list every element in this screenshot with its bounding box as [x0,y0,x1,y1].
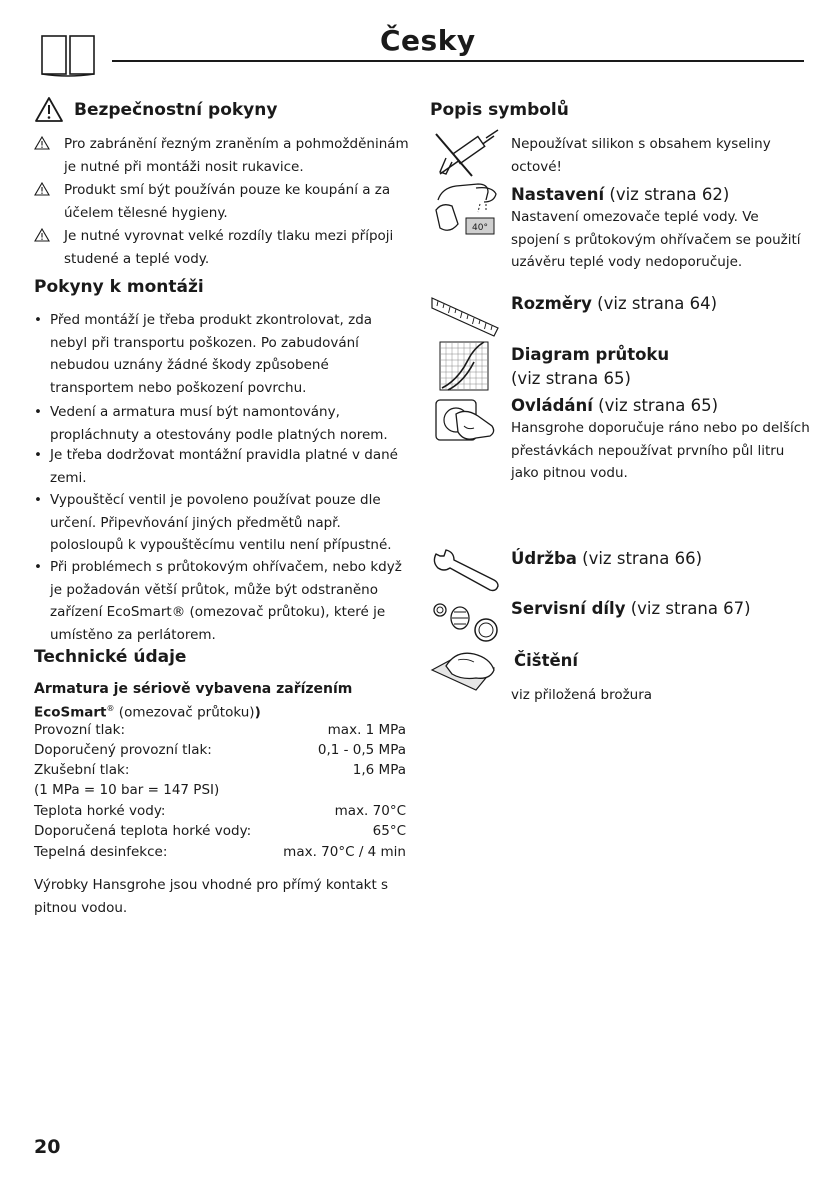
ecosmart-line [34,699,261,723]
dimensions-ruler-icon [430,292,500,338]
spec-row: Provozní tlak: max. 1 MPa [34,722,406,738]
spec-row: Doporučená teplota horké vody: 65°C [34,823,406,839]
page-number: 20 [34,1136,61,1158]
registered-mark: ® [106,704,115,713]
montage-heading: Pokyny k montáži [34,277,204,297]
montage-item: • Vedení a armatura musí být namontovány, propláchnuty a otestovány podle platných norem. [34,404,388,443]
safety-heading: Bezpečnostní pokyny [74,100,278,120]
nastaveni-desc: Nastavení omezovače teplé vody. Ve spojení s průtokovým ohřívačem se použití uzávěru teplé vody nedoporučuje. [511,209,801,270]
tech-intro: Armatura je sériově vybavena zařízením [34,681,353,697]
safety-item: Pro zabránění řezným zraněním a pohmožděninám je nutné při montáži nosit rukavice. [34,133,410,178]
rozmery-heading: Rozměry (viz strana 64) [511,294,718,313]
safety-item: Je nutné vyrovnat velké rozdíly tlaku mezi přípoji studené a teplé vody. [34,225,410,270]
nastaveni-heading: Nastavení (viz strana 62) [511,185,730,204]
cleaning-cloth-icon [428,646,500,696]
spec-row: (1 MPa = 10 bar = 147 PSI) [34,782,220,798]
spec-row: Doporučený provozní tlak: 0,1 - 0,5 MPa [34,742,406,758]
ecosmart-brand: EcoSmart [34,704,107,721]
ecosmart-desc: (omezovač průtoku) [114,704,255,721]
spec-row: Tepelná desinfekce: max. 70°C / 4 min [34,844,406,860]
udrzba-heading: Údržba (viz strana 66) [511,549,703,568]
spec-row: Teplota horké vody: max. 70°C [34,803,406,819]
cisteni-desc: viz přiložená brožura [511,687,653,703]
header-rule [112,60,804,62]
servis-heading: Servisní díly (viz strana 67) [511,599,751,618]
thermo-label: 40° [472,223,488,233]
silicone-gun-icon [432,128,502,180]
warning-icon [34,96,64,123]
montage-item: • Vypouštěcí ventil je povoleno používat pouze dle určení. Připevňování jiných předmětů např. polosloupů k vypouštěcímu ventilu není přípustné. [34,492,392,553]
montage-item: • Je třeba dodržovat montážní pravidla platné v dané zemi. [34,447,398,486]
ovladani-desc: Hansgrohe doporučuje ráno nebo po delších přestávkách nepoužívat prvního půl litru jako pitnou vodu. [511,420,810,481]
page-title: Česky [380,24,476,57]
ovladani-heading: Ovládání (viz strana 65) [511,396,719,415]
warning-small-icon [34,136,50,150]
silicone-warning-text: Nepoužívat silikon s obsahem kyseliny octové! [511,136,771,175]
diagram-ref: (viz strana 65) [511,369,631,388]
manual-book-icon [40,34,96,78]
ecosmart-paren: ) [254,704,261,721]
service-parts-icon [430,598,500,644]
safety-item: Produkt smí být používán pouze ke koupání a za účelem tělesné hygieny. [34,179,410,224]
diagram-heading: Diagram průtoku [511,345,670,364]
cisteni-heading: Čištění [514,651,579,670]
adjust-thermostat-icon [432,180,502,238]
drinking-water-note: Výrobky Hansgrohe jsou vhodné pro přímý kontakt s pitnou vodou. [34,877,389,916]
flow-diagram-icon [438,340,490,392]
spec-row: Zkušební tlak: 1,6 MPa [34,762,406,778]
warning-small-icon [34,228,50,242]
montage-item: • Před montáží je třeba produkt zkontrolovat, zda nebyl při transportu poškozen. Po zabudování nebudou uznány žádné škody způsobené transportem nebo poškození povrchu. [34,312,373,396]
montage-item: • Při problémech s průtokovým ohřívačem, nebo když je požadován větší průtok, může být odstraněno zařízení EcoSmart® (omezovač průtoku), které je umístěno za perlátorem. [34,559,402,643]
tech-heading: Technické údaje [34,647,187,667]
symbols-heading: Popis symbolů [430,100,569,120]
operation-hand-icon [434,396,496,446]
wrench-icon [430,548,500,594]
warning-small-icon [34,182,50,196]
